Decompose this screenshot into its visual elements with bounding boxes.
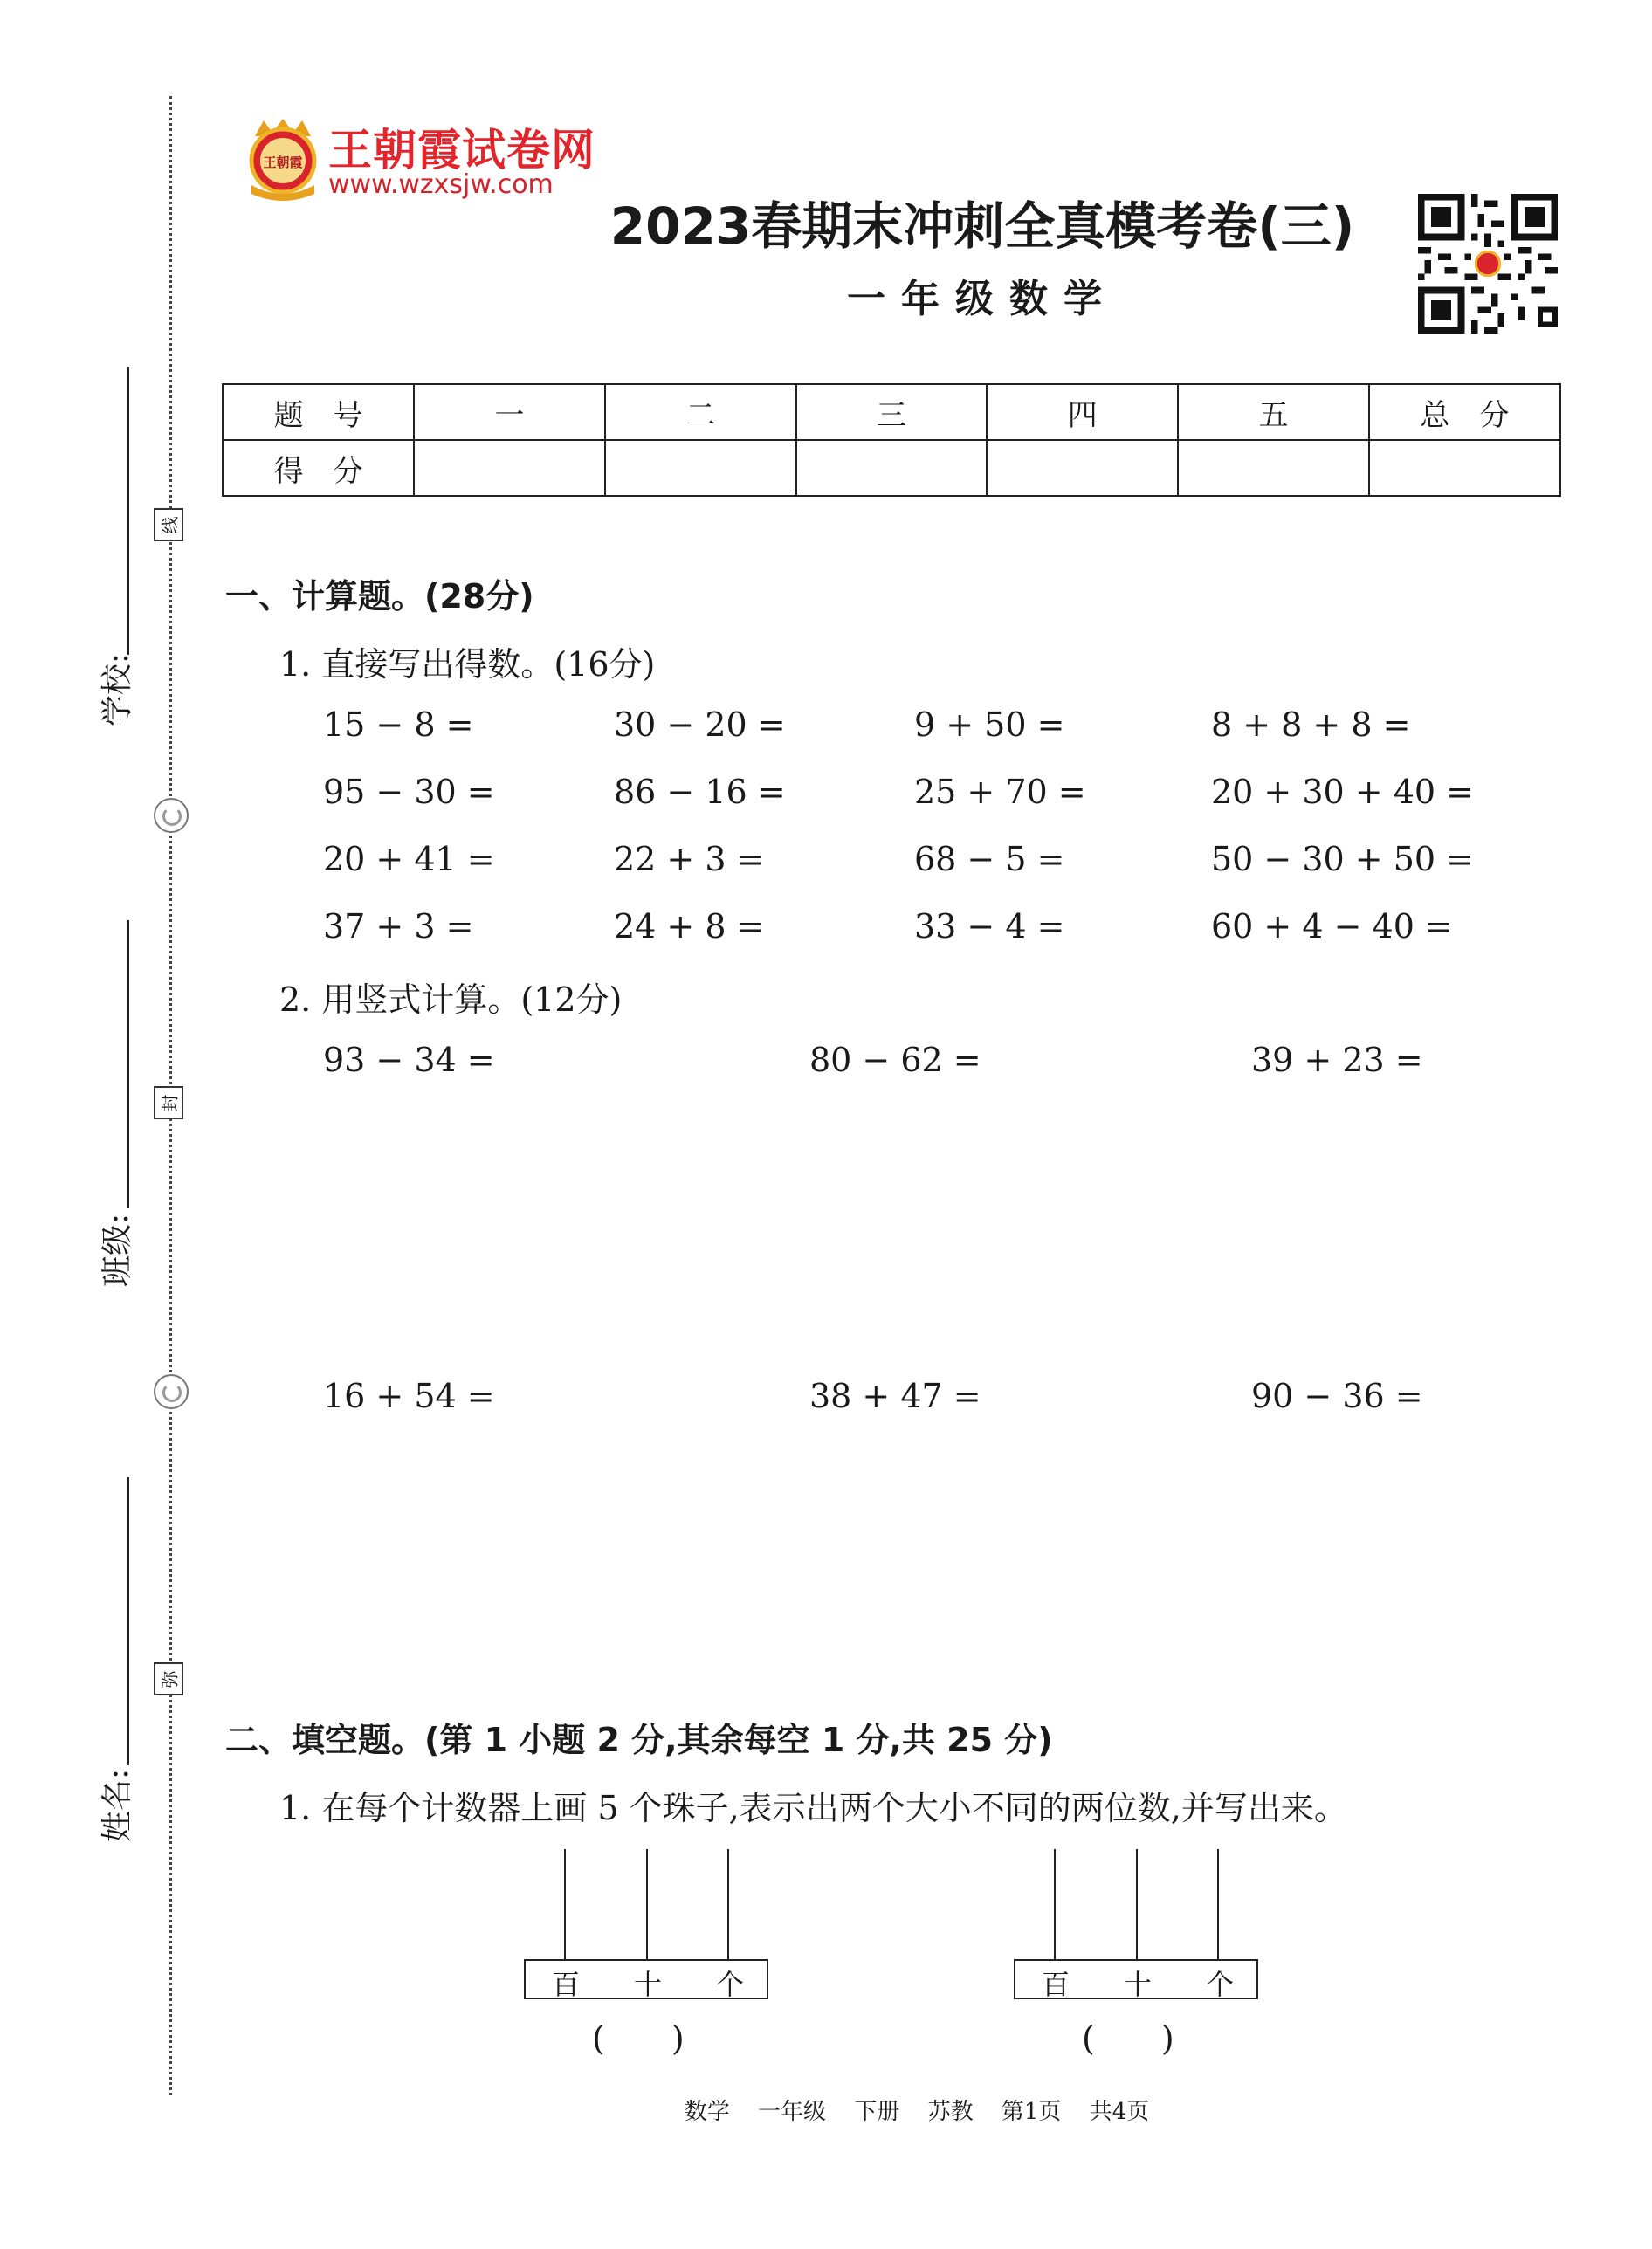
section-2-title: 二、填空题。(第 1 小题 2 分,其余每空 1 分,共 25 分) <box>225 1721 1053 1759</box>
brand-url[interactable]: www.wzxsjw.com <box>328 169 554 200</box>
score-cell[interactable] <box>987 440 1178 496</box>
seal-mark-mi: 弥 <box>154 1662 183 1695</box>
score-cell[interactable] <box>414 440 605 496</box>
mental-math-problem: 24 + 8 = <box>614 907 765 946</box>
score-col-3: 三 <box>796 384 988 440</box>
abacus-rod-ones[interactable] <box>727 1849 729 1959</box>
score-col-4: 四 <box>987 384 1178 440</box>
mental-math-problem: 22 + 3 = <box>614 840 765 878</box>
mental-math-problem: 8 + 8 + 8 = <box>1211 705 1411 744</box>
abacus-base <box>524 1959 768 1999</box>
section-2-q1-title: 1. 在每个计数器上画 5 个珠子,表示出两个大小不同的两位数,并写出来。 <box>279 1789 1347 1827</box>
score-cell[interactable] <box>605 440 796 496</box>
footer-volume: 下册 <box>854 2099 900 2125</box>
class-label: 班级: <box>100 1213 135 1287</box>
mental-math-problem: 86 − 16 = <box>614 773 786 811</box>
abacus-answer-blank[interactable]: ( ) <box>592 2019 685 2058</box>
score-table-header-row <box>223 384 1560 440</box>
vertical-calc-problem: 39 + 23 = <box>1251 1041 1423 1079</box>
abacus-counter-2[interactable] <box>1014 1849 1262 2058</box>
mental-math-problem: 95 − 30 = <box>323 773 495 811</box>
abacus-rod-hundreds[interactable] <box>1054 1849 1056 1959</box>
mental-math-problem: 60 + 4 − 40 = <box>1211 907 1453 946</box>
abacus-label-ones: 个 <box>716 1968 745 2001</box>
score-cell[interactable] <box>1178 440 1369 496</box>
footer-page-count: 共4页 <box>1089 2099 1150 2125</box>
footer-edition: 苏教 <box>927 2099 974 2125</box>
score-col-2: 二 <box>605 384 796 440</box>
name-label: 姓名: <box>100 1768 135 1842</box>
section-1-q2-title: 2. 用竖式计算。(12分) <box>279 980 623 1019</box>
mental-math-problem: 9 + 50 = <box>914 705 1065 744</box>
vertical-calc-problem: 93 − 34 = <box>323 1041 495 1079</box>
mental-math-problem: 50 − 30 + 50 = <box>1211 840 1474 878</box>
abacus-counter-1[interactable] <box>524 1849 772 2058</box>
score-table <box>222 383 1561 497</box>
abacus-rod-tens[interactable] <box>1136 1849 1138 1959</box>
seal-emblem-icon <box>154 798 189 833</box>
abacus-label-tens: 十 <box>1124 1968 1153 2001</box>
score-col-total: 总 分 <box>1369 384 1560 440</box>
vertical-calc-problem: 90 − 36 = <box>1251 1377 1423 1415</box>
abacus-rod-tens[interactable] <box>646 1849 648 1959</box>
abacus-label-tens: 十 <box>634 1968 663 2001</box>
mental-math-problem: 30 − 20 = <box>614 705 786 744</box>
seal-mark-feng: 封 <box>154 1086 183 1119</box>
svg-text:王朝霞: 王朝霞 <box>263 155 303 170</box>
score-col-5: 五 <box>1178 384 1369 440</box>
abacus-base <box>1014 1959 1258 1999</box>
vertical-calc-problem: 16 + 54 = <box>323 1377 495 1415</box>
school-write-line[interactable] <box>127 367 129 655</box>
abacus-label-hundreds: 百 <box>552 1968 581 2001</box>
vertical-calc-problem: 80 − 62 = <box>809 1041 981 1079</box>
school-label: 学校: <box>100 652 135 726</box>
subject-title: 一年级数学 <box>847 277 1118 321</box>
class-write-line[interactable] <box>127 920 129 1208</box>
seal-mark-line: 线 <box>154 508 183 541</box>
name-write-line[interactable] <box>127 1477 129 1765</box>
abacus-rod-hundreds[interactable] <box>564 1849 566 1959</box>
mental-math-problem: 20 + 30 + 40 = <box>1211 773 1474 811</box>
qr-code-icon[interactable] <box>1418 194 1558 334</box>
mental-math-problem: 15 − 8 = <box>323 705 474 744</box>
score-cell-total[interactable] <box>1369 440 1560 496</box>
seal-emblem-icon <box>154 1374 189 1409</box>
mental-math-problem: 37 + 3 = <box>323 907 474 946</box>
mental-math-problem: 20 + 41 = <box>323 840 495 878</box>
exam-title: 2023春期末冲刺全真模考卷(三) <box>609 196 1355 256</box>
page-footer <box>0 2094 1652 2126</box>
footer-page-number: 第1页 <box>1001 2099 1062 2125</box>
score-row-label: 得 分 <box>223 440 414 496</box>
abacus-answer-blank[interactable]: ( ) <box>1082 2019 1174 2058</box>
vertical-calc-problem: 38 + 47 = <box>809 1377 981 1415</box>
abacus-label-hundreds: 百 <box>1042 1968 1070 2001</box>
mental-math-problem: 33 − 4 = <box>914 907 1065 946</box>
section-1-q1-title: 1. 直接写出得数。(16分) <box>279 645 656 684</box>
abacus-rod-ones[interactable] <box>1217 1849 1219 1959</box>
score-col-1: 一 <box>414 384 605 440</box>
footer-grade: 一年级 <box>758 2099 827 2125</box>
mental-math-problem: 25 + 70 = <box>914 773 1086 811</box>
mental-math-problem: 68 − 5 = <box>914 840 1065 878</box>
brand-name: 王朝霞试卷网 <box>328 125 595 175</box>
section-1-title: 一、计算题。(28分) <box>225 577 534 616</box>
abacus-label-ones: 个 <box>1206 1968 1235 2001</box>
score-table-score-row <box>223 440 1560 496</box>
footer-subject: 数学 <box>684 2099 730 2125</box>
score-table-header-label: 题 号 <box>223 384 414 440</box>
score-cell[interactable] <box>796 440 988 496</box>
